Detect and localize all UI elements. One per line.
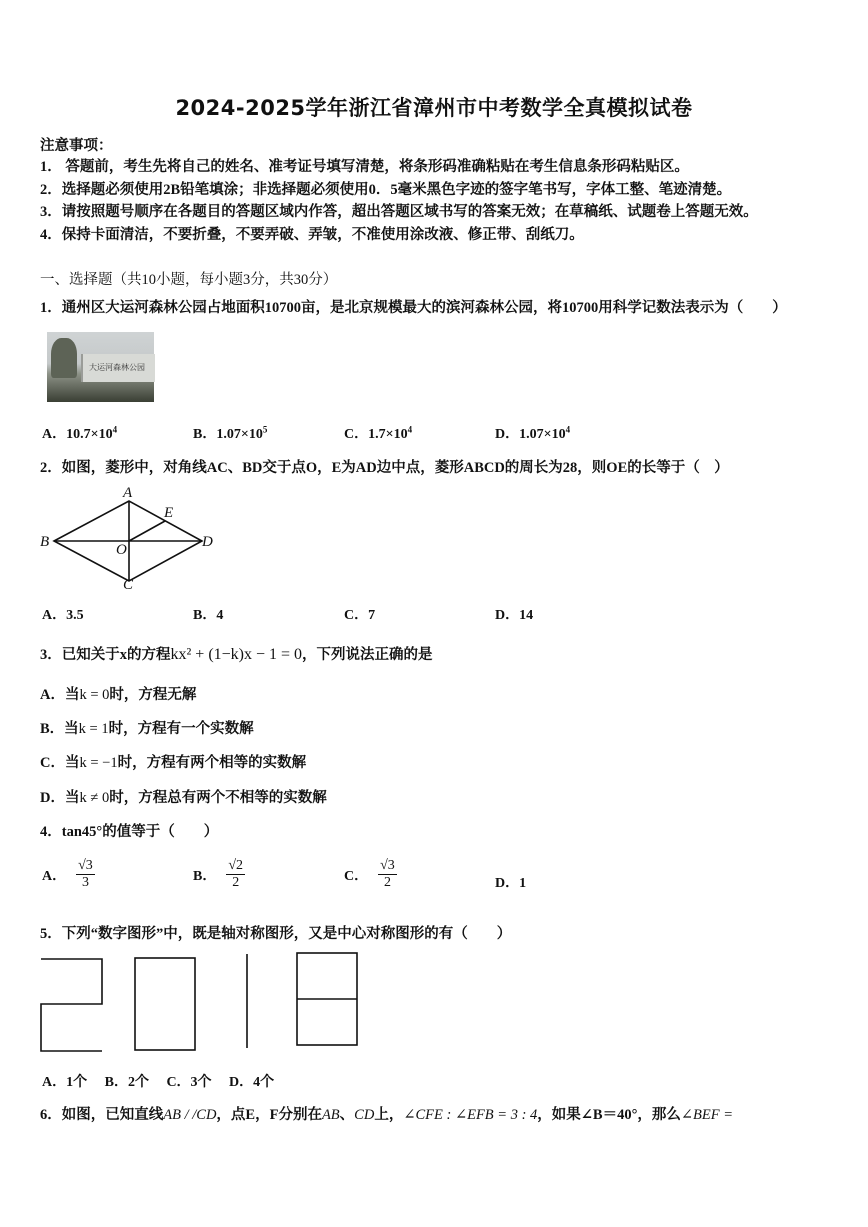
note-item-3: 3．请按照题号顺序在各题目的答题区域内作答，超出答题区域书写的答案无效；在草稿纸、试题卷上答题无效。 bbox=[40, 204, 758, 220]
q3-option-d[interactable] bbox=[40, 786, 327, 807]
fraction-numerator: √3 bbox=[380, 858, 395, 873]
option-base: 1.07×10 bbox=[216, 427, 263, 442]
q6-math-4: ∠CFE : ∠EFB = 3 : 4 bbox=[403, 1107, 538, 1123]
label-o: O bbox=[116, 542, 127, 558]
question-1-text: 1．通州区大运河森林公园占地面积10700亩，是北京规模最大的滨河森林公园，将10700用科学记数法表示为（ ） bbox=[40, 300, 787, 316]
rhombus-diagram bbox=[36, 484, 226, 592]
option-label: D． bbox=[495, 427, 520, 442]
question-5-text: 5．下列“数字图形”中，既是轴对称图形，又是中心对称图形的有（ ） bbox=[40, 926, 512, 942]
option-text: 时，方程有一个实数解 bbox=[108, 721, 254, 737]
option-base: 1.07×10 bbox=[519, 427, 566, 442]
q6-mid-4: ，如果∠B＝40°，那么 bbox=[537, 1107, 681, 1123]
fraction-numerator: √2 bbox=[228, 858, 244, 873]
option-exp: 4 bbox=[112, 424, 118, 435]
option-math: k = −1 bbox=[79, 755, 118, 771]
park-sign bbox=[81, 354, 155, 382]
fraction-denominator: 2 bbox=[232, 875, 240, 890]
label-b: B bbox=[40, 534, 50, 550]
digit-figures bbox=[38, 950, 368, 1056]
notes-heading: 注意事项： bbox=[40, 138, 113, 154]
option-exp: 4 bbox=[565, 424, 571, 435]
q1-option-c[interactable] bbox=[344, 423, 412, 443]
note-item-1: 1． 答题前，考生先将自己的姓名、准考证号填写清楚，将条形码准确粘贴在考生信息条形码粘贴区。 bbox=[40, 159, 689, 175]
segment-oe bbox=[129, 521, 165, 541]
q6-math-3: CD bbox=[354, 1107, 375, 1123]
fraction-numerator: √3 bbox=[78, 858, 93, 873]
q4-option-a[interactable] bbox=[42, 858, 95, 891]
q3-option-a[interactable] bbox=[40, 683, 196, 704]
option-base: 10.7×10 bbox=[66, 427, 113, 442]
option-label: D． bbox=[495, 876, 520, 891]
note-item-4: 4．保持卡面清洁，不要折叠，不要弄破、弄皱，不准使用涂改液、修正带、刮纸刀。 bbox=[40, 227, 584, 243]
label-a: A bbox=[123, 485, 133, 501]
label-c: C bbox=[123, 577, 134, 592]
fraction bbox=[378, 858, 397, 891]
option-label: D．当 bbox=[40, 790, 80, 806]
label-d: D bbox=[202, 534, 213, 550]
option-base: 1.7×10 bbox=[368, 427, 408, 442]
q2-option-b[interactable]: B．4 bbox=[193, 608, 224, 623]
q3-equation: kx² + (1−k)x − 1 = 0 bbox=[170, 646, 303, 663]
label-e: E bbox=[164, 505, 174, 521]
option-value: 1 bbox=[519, 876, 527, 891]
q1-option-b[interactable] bbox=[193, 423, 267, 443]
question-4-text: 4．tan45°的值等于（ ） bbox=[40, 824, 219, 840]
digit-figure-0 bbox=[135, 958, 195, 1050]
q3-post: ，下列说法正确的是 bbox=[302, 647, 433, 663]
q6-math-1: AB / /CD bbox=[163, 1107, 217, 1123]
option-exp: 4 bbox=[407, 424, 413, 435]
option-label: B．当 bbox=[40, 721, 79, 737]
q4-option-c[interactable] bbox=[344, 858, 397, 891]
q5-options[interactable]: A．1个 B．2个 C．3个 D．4个 bbox=[42, 1075, 275, 1090]
q3-pre: 3．已知关于x的方程 bbox=[40, 647, 171, 663]
q3-option-c[interactable] bbox=[40, 751, 306, 772]
page-title: 2024-2025学年浙江省漳州市中考数学全真模拟试卷 bbox=[175, 96, 693, 120]
option-math: k = 1 bbox=[78, 721, 109, 737]
option-math: k = 0 bbox=[79, 687, 110, 703]
q3-option-b[interactable] bbox=[40, 717, 254, 738]
fraction bbox=[76, 858, 95, 891]
option-label: C．当 bbox=[40, 755, 80, 771]
q2-option-d[interactable]: D．14 bbox=[495, 608, 534, 623]
option-label: B． bbox=[193, 427, 217, 442]
fraction-denominator: 3 bbox=[81, 875, 89, 890]
q6-math-5: ∠BEF = bbox=[680, 1107, 734, 1123]
option-label: C． bbox=[344, 427, 369, 442]
sign-text: 大运河森林公园 bbox=[89, 363, 145, 372]
option-text: 时，方程总有两个不相等的实数解 bbox=[109, 790, 327, 806]
fraction-denominator: 2 bbox=[383, 875, 391, 890]
q6-mid-2: 、 bbox=[339, 1107, 355, 1123]
option-text: 时，方程有两个相等的实数解 bbox=[117, 755, 307, 771]
question-3-text bbox=[40, 643, 433, 664]
fraction bbox=[226, 858, 245, 891]
q1-option-a[interactable] bbox=[42, 423, 117, 443]
park-photo bbox=[47, 332, 154, 402]
q2-option-a[interactable]: A．3.5 bbox=[42, 608, 84, 623]
option-label: A．当 bbox=[40, 687, 80, 703]
q6-math-2: AB bbox=[321, 1107, 340, 1123]
q6-pre: 6．如图，已知直线 bbox=[40, 1107, 164, 1123]
option-math: k ≠ 0 bbox=[79, 790, 110, 806]
tree-shape bbox=[51, 338, 77, 378]
q4-option-d[interactable] bbox=[495, 872, 526, 892]
option-exp: 5 bbox=[262, 424, 268, 435]
q6-mid-3: 上， bbox=[374, 1107, 404, 1123]
q2-option-c[interactable]: C．7 bbox=[344, 608, 376, 623]
question-2-text: 2．如图，菱形中，对角线AC、BD交于点O，E为AD边中点，菱形ABCD的周长为28，则OE的长等于（ ） bbox=[40, 460, 729, 476]
option-label: A． bbox=[42, 868, 67, 884]
q6-mid-1: ，点E，F分别在 bbox=[216, 1107, 322, 1123]
option-label: C． bbox=[344, 868, 369, 884]
note-item-2: 2．选择题必须使用2B铅笔填涂；非选择题必须使用0．5毫米黑色字迹的签字笔书写，字体工整、笔迹清楚。 bbox=[40, 182, 732, 198]
question-6-text bbox=[40, 1103, 733, 1124]
digit-figure-5 bbox=[41, 959, 102, 1051]
q4-option-b[interactable] bbox=[193, 858, 245, 891]
section-heading: 一、选择题（共10小题，每小题3分，共30分） bbox=[40, 272, 338, 288]
option-label: B． bbox=[193, 868, 217, 884]
option-label: A． bbox=[42, 427, 67, 442]
option-text: 时，方程无解 bbox=[109, 687, 197, 703]
q1-option-d[interactable] bbox=[495, 423, 570, 443]
